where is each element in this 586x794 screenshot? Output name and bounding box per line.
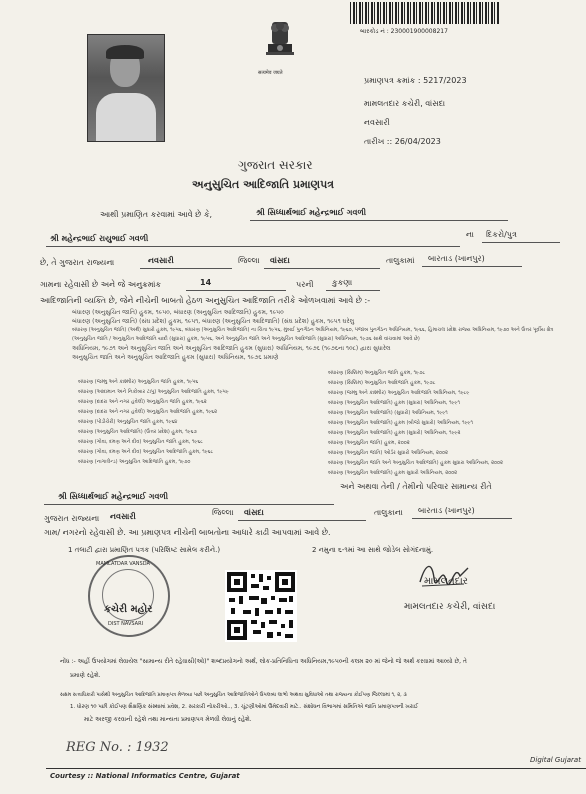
benefits-items: 1. ધોરણ ૧૦ પછી કોઈપણ શૈક્ષણિક સંસ્થામાં પ્રવેશ, 2. સરકારી નોકરીઓ.., 3. ચૂંટણીઓમાં ઉમેદવારી માટે.. સંશોધન વિભાગમાં સમિતિએ જાતિ પ્રમાણપત્રની ખરાઈ	[70, 704, 419, 710]
order-left: બંધારણ (નાગાલેન્ડ) અનુસુચિત આદિજાતિ હુકમ, ૧૯૭૦	[78, 459, 191, 465]
residence-taluka-label: તાલુકાના	[374, 508, 403, 517]
note-text: નોંધ :- અહીં ઉપયોગમાં લેવાયેલ "સામાન્ય રીતે રહેવાસી(ઓ)" શબ્દપ્રયોગનો અર્થ, લોક-પ્રતિનિધિત્વ અધિનિયમ,૧૯૫૦ની કલમ ૨૦ માં જેનો જે અર્થ કરવામાં આવ્યો છે, તે	[60, 658, 467, 665]
taluka-value: બારતાડ (ખાનપુર)	[428, 254, 485, 263]
order-right: બંધારણ (અનુસુચિત જાતિ) હુકમ, ૨૦૦૨	[328, 440, 410, 446]
government-title: ગુજરાત સરકાર	[238, 158, 313, 172]
photo-shirt	[96, 93, 156, 141]
residence-jillo-label: જિલ્લા	[212, 508, 234, 517]
photo-hair	[106, 45, 144, 59]
certificate-number: પ્રમાણપત્ર ક્રમાંક : 5217/2023	[364, 76, 467, 85]
taluka-underline	[422, 266, 522, 267]
seal-top-text: MAMLATDAR VANSDA	[96, 561, 150, 567]
barcode	[350, 2, 500, 24]
residence-taluka-value: બારતાડ (ખાનપુર)	[418, 506, 475, 515]
jillo-value: વાંસદા	[270, 256, 290, 265]
person-name: શ્રી સિધ્ધાર્થભાઈ મહેન્દ્રભાઈ ગવળી	[256, 208, 367, 217]
tribe-underline	[326, 290, 380, 291]
taluka-label: તાલુકામાં	[386, 256, 415, 265]
order-right: બંધારણ (અનુસુચિત આદિજાતિ) હુકમ સુધારો અધિનિયમ, ૨૦૦૨	[328, 470, 458, 476]
order-right: બંધારણ (અનુસુચિત આદિજાતિ) (સુધારો) અધિનિયમ, ૧૯૯૧	[328, 410, 448, 416]
jillo-underline	[264, 268, 380, 269]
order-left: બંધારણ (જમ્મુ અને કાશ્મીર) અનુસુચિત જાતિ હુકમ, ૧૯૫૬	[78, 379, 199, 385]
seal-bottom-text: DIST NAVSARI	[108, 621, 144, 627]
signatory-office: મામલતદાર કચેરી, વાંસદા	[404, 602, 496, 612]
barcode-number: બારકોડ નં : 230001900008217	[360, 28, 448, 35]
order-right: બંધારણ (અનુસુચિત જાતિ અને અનુસુચિત આદિજાતિ) હુકમ સુધારા અધિનિયમ, ૨૦૦૨	[328, 460, 503, 466]
footer-rule	[46, 768, 586, 769]
jillo-label: જિલ્લા	[238, 256, 260, 265]
qr-code	[225, 570, 297, 642]
district-value: નવસારી	[148, 256, 174, 265]
office-seal-label: કચેરી મહોર	[104, 604, 153, 615]
order-left: બંધારણ (આંદામાન અને નિકોબાર ટાપુ) અનુસુચિત આદિજાતિ હુકમ, ૧૯૫૯	[78, 389, 229, 395]
issuing-office: મામલતદાર કચેરી, વાંસદા	[364, 99, 446, 108]
order-line: અનુસુચિત જાતિ અને અનુસુચિત આદિજાતિ હુકમ (સુધારા) અધિનિયમ, ૧૯૭૬ પ્રમાણે	[72, 354, 279, 361]
footer-courtesy: Courtesy :: National Informatics Centre, Gujarat	[50, 772, 240, 780]
residence-basis-statement: ગામ/ નગરનો રહેવાસી છે. આ પ્રમાણપત્ર નીચેની બાબતોના આધારે કાઢી આપવામાં આવે છે.	[44, 528, 331, 537]
office-seal	[88, 555, 170, 637]
national-emblem-icon	[262, 20, 298, 68]
district-underline	[140, 268, 232, 269]
order-right: બંધારણ (અનુસુચિત આદિજાતિ) હુકમ (બીજો સુધારો) અધિનિયમ, ૧૯૯૧	[328, 420, 473, 426]
issuing-district: નવસારી	[364, 118, 390, 127]
issue-date: તારીખ :: 26/04/2023	[364, 137, 441, 146]
order-line: બંધારણ (અનુસુચિત જાતિ) (અર્થ) સુધારો હુકમ, ૧૯૫૬, બંધારણ (અનુસુચિત આદિજાતિ) ના ચિંતા ૧૯૫૬, મુંબઈ પુનર્ગઠન અધિનિયમ, ૧૯૬૦, પંજાબ પુનર્ગઠન અધિનિયમ, ૧૯૬૬, હિમાચલ પ્રદેશ રાજ્ય અધિનિયમ, ૧૯૭૦ અને ઉત્તર પૂર્વીય ક્ષેત્ર	[72, 327, 554, 333]
state-prefix: છે, તે ગુજરાત રાજ્યના	[40, 258, 115, 267]
relation-underline	[482, 242, 560, 243]
parni-label: પરની	[296, 280, 314, 289]
benefits-last-line: માટે અરજી કરવાની રહેશે તથા માન્યતા પ્રમાણપત્ર મેળવી લેવાનું રહેશે.	[84, 716, 252, 723]
order-line: (અનુસુચિત જાતિ / અનુસુચિત આદિજાતિ યાદી (સુધારા) હુકમ, ૧૯૫૬, અને અનુસુચિત જાતિ અને અનુસુચિત આદિજાતિ (સુધારા) અધિનિયમ, ૧૯૭૬ સાથે વાંચવામાં આવે છે)	[72, 336, 420, 342]
note-continuation: પ્રમાણે રહેશે.	[70, 672, 101, 679]
certificate-title: અનુસુચિત આદિજાતિ પ્રમાણપત્ર	[192, 178, 335, 191]
order-right: બંધારણ (અનુસુચિત આદિજાતિ) હુકમ (સુધારો) અધિનિયમ, ૧૯૯૨	[328, 430, 461, 436]
benefits-paragraph: સક્ષમ સત્તાધિકારી પાસેથી અનુસુચિત આદિજાતિ પ્રમાણપત્ર મેળવ્યા પછી અનુસુચિત આદિજાતિઓને ઉપલબ્ધ લાભો અથવા સુવિધાઓ તથા રાજ્યના કોઈપણ જિલ્લામાં ૧, ૨, ૩	[60, 692, 407, 698]
tribe-name: કુકણા	[332, 278, 353, 287]
order-right: બંધારણ (સિક્કિમ) અનુસુચિત જાતિ હુકમ, ૧૯૭૮	[328, 370, 426, 376]
order-right: બંધારણ (જમ્મુ અને કાશ્મીર) અનુસુચિત આદિજાતિ અધિનિયમ, ૧૯૮૯	[328, 390, 470, 396]
order-left: બંધારણ (ગોવા, દમણ અને દીવ) અનુસુચિત આદિજાતિ હુકમ, ૧૯૬૮	[78, 449, 214, 455]
emblem-caption: सत्यमेव जयते	[258, 70, 283, 76]
certify-prefix: આથી પ્રમાણિત કરવામાં આવે છે કે,	[100, 210, 213, 219]
handwritten-registration-number: REG No. : 1932	[66, 740, 169, 755]
residence-taluka-underline	[412, 518, 512, 519]
applicant-photo	[87, 34, 165, 142]
residence-name-underline	[44, 504, 334, 505]
order-line: બંધારણ (અનુસુચિત જાતિ) (સંઘ પ્રદેશ) હુકમ, ૧૯૫૧, બંધારણ (અનુસુચિત આદિજાતિ) (સંઘ પ્રદેશ) હુકમ, ૧૯૫૧ ઘરેલુ	[72, 318, 355, 325]
order-right: બંધારણ (અનુસુચિત આદિજાતિ) હુકમ (સુધારા) અધિનિયમ, ૧૯૯૧	[328, 400, 460, 406]
order-left: બંધારણ (દાદરા અને નગર હવેલી) અનુસુચિત આદિજાતિ હુકમ, ૧૯૬૨	[78, 409, 218, 415]
serial-underline	[186, 290, 286, 291]
relation: દિકરો/પુત્ર	[486, 230, 517, 239]
footer-brand: Digital Gujarat	[530, 756, 581, 764]
father-name: શ્રી મહેન્દ્રભાઈ રાયુભાઈ ગવળી	[50, 234, 149, 243]
signatory-title: મામલતદાર	[424, 576, 468, 587]
recognition-statement: આદિજાતિની વ્યક્તિ છે, જેને નીચેની બાબતો હેઠળ અનુસુચિત આદિજાતિ તરીકે ઓળખવામાં આવે છે :-	[40, 296, 371, 305]
order-left: બંધારણ (દાદરા અને નગર હવેલી) અનુસુચિત જાતિ હુકમ, ૧૯૬૨	[78, 399, 207, 405]
father-underline	[46, 246, 460, 247]
order-left: બંધારણ (અનુસુચિત આદિજાતિ) (ઉત્તર પ્રદેશ) હુકમ, ૧૯૬૭	[78, 429, 197, 435]
residence-jillo-underline	[238, 520, 366, 521]
name-underline	[250, 220, 508, 221]
serial-number: 14	[200, 278, 212, 287]
order-right: બંધારણ (અનુસુચિત જાતિ) ઓર્ડર સુધારો અધિનિયમ, ૨૦૦૨	[328, 450, 448, 456]
village-prefix: ગામના રહેવાસી છે અને જે અનુક્રમાંક	[40, 280, 162, 289]
order-line: બંધારણ (અનુસુચિત જાતિ) હુકમ, ૧૯૫૦, બંધારણ (અનુસુચિત આદિજાતિ) હુકમ, ૧૯૫૦	[72, 309, 284, 316]
residence-person-name: શ્રી સિધ્ધાર્થભાઈ મહેન્દ્રભાઈ ગવળી	[58, 492, 169, 501]
residence-jillo-value: વાંસદા	[244, 508, 264, 517]
order-left: બંધારણ (પોંડીચેરી) અનુસુચિત જાતિ હુકમ, ૧૯૬૪	[78, 419, 178, 425]
order-right: બંધારણ (સિક્કિમ) અનુસુચિત આદિજાતિ હુકમ, ૧૯૭૮	[328, 380, 436, 386]
order-line: અધિનિયમ, ૧૯૭૧ અને અનુસુચિત જાતિ અને અનુસુચિત આદિજાતિ હુકમ (સુધારા) અધિનિયમ, ૧૯૭૬ (૧૯૭૬ના ૧૦૮) દ્વારા સુધારેલ	[72, 345, 391, 352]
order-left: બંધારણ (ગોવા, દમણ અને દીવ) અનુસુચિત જાતિ હુકમ, ૧૯૬૮	[78, 439, 203, 445]
na-label: ના	[466, 230, 474, 239]
basis-item-2: 2 નમુના ૬-૧માં આ સાથે જોડેલ સોગંદનામું.	[312, 546, 434, 554]
basis-item-1: 1 તલાટી દ્વારા પ્રમાણિત પત્રક (પરિશિષ્ટ સામેલ કરીને.)	[68, 546, 221, 554]
residence-district: નવસારી	[110, 512, 136, 521]
residence-state-prefix: ગુજરાત રાજ્યના	[44, 514, 100, 523]
residence-family-text: અને અથવા તેની / તેમીનો પરિવાર સામાન્ય રીતે	[340, 482, 492, 491]
